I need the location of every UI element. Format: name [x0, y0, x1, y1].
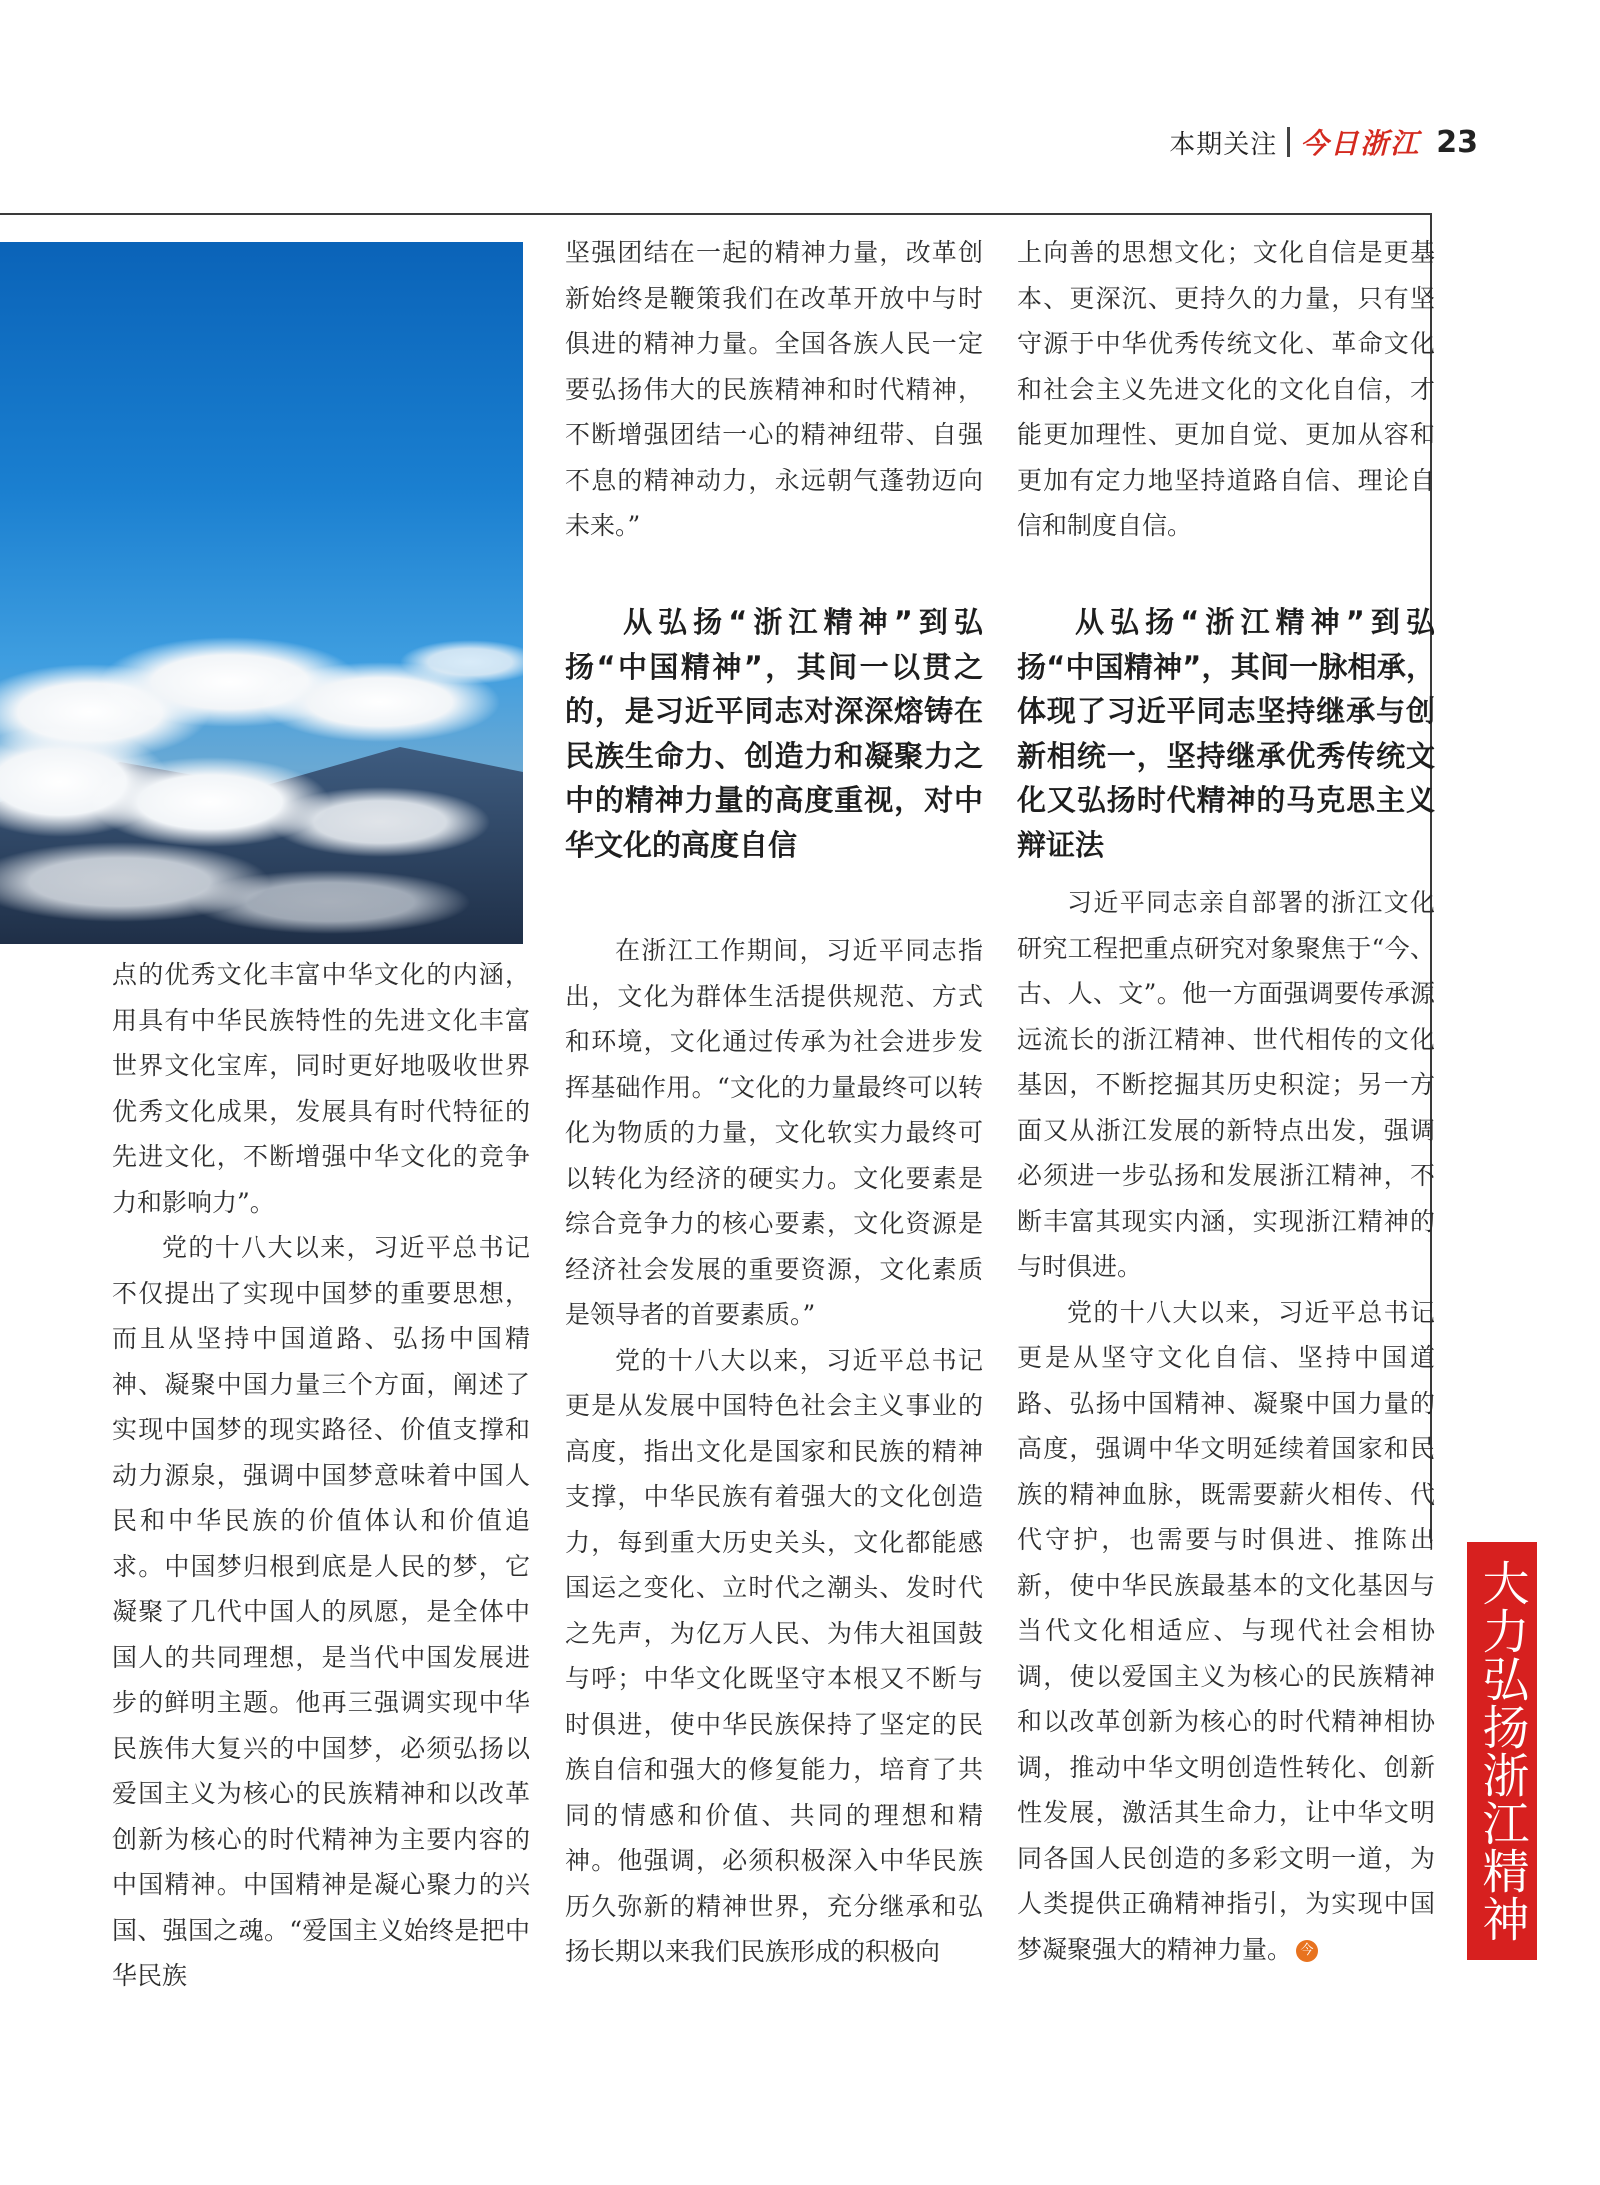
top-rule [0, 213, 1432, 215]
page-number: 23 [1436, 124, 1478, 160]
side-section-tab [1467, 1542, 1537, 1960]
text-column-2-bottom [565, 928, 983, 1975]
text-column-2-top [565, 230, 983, 549]
magazine-logo: 今日浙江 [1300, 127, 1421, 160]
col3-paragraph-3 [1017, 1290, 1435, 1973]
side-section-tab-label: 大力弘扬浙江精神 [1474, 1559, 1530, 1943]
header-divider [1287, 127, 1290, 157]
col2-paragraph-3: 党的十八大以来，习近平总书记更是从发展中国特色社会主义事业的高度，指出文化是国家和民族的精神支撑，中华民族有着强大的文化创造力，每到重大历史关头，文化都能感国运之变化、立时代之潮头、发时代之先声，为亿万人民、为伟大祖国鼓与呼；中华文化既坚守本根又不断与时俱进，使中华民族保持了坚定的民族自信和强大的修复能力，培育了共同的情感和价值、共同的理想和精神。他强调，必须积极深入中华民族历久弥新的精神世界，充分继承和弘扬长期以来我们民族形成的积极向 [565, 1345, 983, 1966]
page-header [1169, 122, 1478, 162]
col3-paragraph-2: 习近平同志亲自部署的浙江文化研究工程把重点研究对象聚焦于“今、古、人、文”。他一方面强调要传承源远流长的浙江精神、世代相传的文化基因，不断挖掘其历史积淀；另一方面又从浙江发展的新特点出发，强调必须进一步弘扬和发展浙江精神，不断丰富其现实内涵，实现浙江精神的与时俱进。 [1017, 888, 1435, 1281]
col1-paragraph-2: 党的十八大以来，习近平总书记不仅提出了实现中国梦的重要思想，而且从坚持中国道路、弘扬中国精神、凝聚中国力量三个方面，阐述了实现中国梦的现实路径、价值支撑和动力源泉，强调中国梦意味着中国人民和中华民族的价值体认和价值追求。中国梦归根到底是人民的梦，它凝聚了几代中国人的夙愿，是全体中国人的共同理想，是当代中国发展进步的鲜明主题。他再三强调实现中华民族伟大复兴的中国梦，必须弘扬以爱国主义为核心的民族精神和以改革创新为核心的时代精神为主要内容的中国精神。中国精神是凝心聚力的兴国、强国之魂。“爱国主义始终是把中华民族 [112, 1233, 530, 1990]
pull-quote-2-text: 从弘扬“浙江精神”到弘扬“中国精神”，其间一脉相承，体现了习近平同志坚持继承与创新相统一，坚持继承优秀传统文化又弘扬时代精神的马克思主义辩证法 [1017, 605, 1435, 862]
col2-paragraph-2: 在浙江工作期间，习近平同志指出，文化为群体生活提供规范、方式和环境，文化通过传承为社会进步发挥基础作用。“文化的力量最终可以转化为物质的力量，文化软实力最终可以转化为经济的硬实力。文化要素是综合竞争力的核心要素，文化资源是经济社会发展的重要资源，文化素质是领导者的首要素质。” [565, 936, 983, 1329]
section-label: 本期关注 [1169, 129, 1278, 160]
text-column-3-bottom [1017, 880, 1435, 1972]
sky-clouds-photo [0, 242, 523, 944]
text-column-1 [112, 952, 530, 1999]
text-column-3-top [1017, 230, 1435, 549]
col2-paragraph-1: 坚强团结在一起的精神力量，改革创新始终是鞭策我们在改革开放中与时俱进的精神力量。全国各族人民一定要弘扬伟大的民族精神和时代精神，不断增强团结一心的精神纽带、自强不息的精神动力，永远朝气蓬勃迈向未来。” [565, 238, 983, 540]
col3-paragraph-3-text: 党的十八大以来，习近平总书记更是从坚守文化自信、坚持中国道路、弘扬中国精神、凝聚中国力量的高度，强调中华文明延续着国家和民族的精神血脉，既需要薪火相传、代代守护，也需要与时俱进、推陈出新，使中华民族最基本的文化基因与当代文化相适应、与现代社会相协调，使以爱国主义为核心的民族精神和以改革创新为核心的时代精神相协调，推动中华文明创造性转化、创新性发展，激活其生命力，让中华文明同各国人民创造的多彩文明一道，为人类提供正确精神指引，为实现中国梦凝聚强大的精神力量。 [1017, 1297, 1435, 1964]
pull-quote-1 [565, 600, 983, 867]
col1-paragraph-1: 点的优秀文化丰富中华文化的内涵，用具有中华民族特性的先进文化丰富世界文化宝库，同时更好地吸收世界优秀文化成果，发展具有时代特征的先进文化，不断增强中华文化的竞争力和影响力”。 [112, 960, 530, 1217]
pull-quote-2 [1017, 600, 1435, 867]
end-mark-icon: 今 [1296, 1940, 1318, 1962]
pull-quote-1-text: 从弘扬“浙江精神”到弘扬“中国精神”，其间一以贯之的，是习近平同志对深深熔铸在民族生命力、创造力和凝聚力之中的精神力量的高度重视，对中华文化的高度自信 [565, 605, 983, 862]
col3-paragraph-1: 上向善的思想文化；文化自信是更基本、更深沉、更持久的力量，只有坚守源于中华优秀传统文化、革命文化和社会主义先进文化的文化自信，才能更加理性、更加自觉、更加从容和更加有定力地坚持道路自信、理论自信和制度自信。 [1017, 238, 1435, 540]
